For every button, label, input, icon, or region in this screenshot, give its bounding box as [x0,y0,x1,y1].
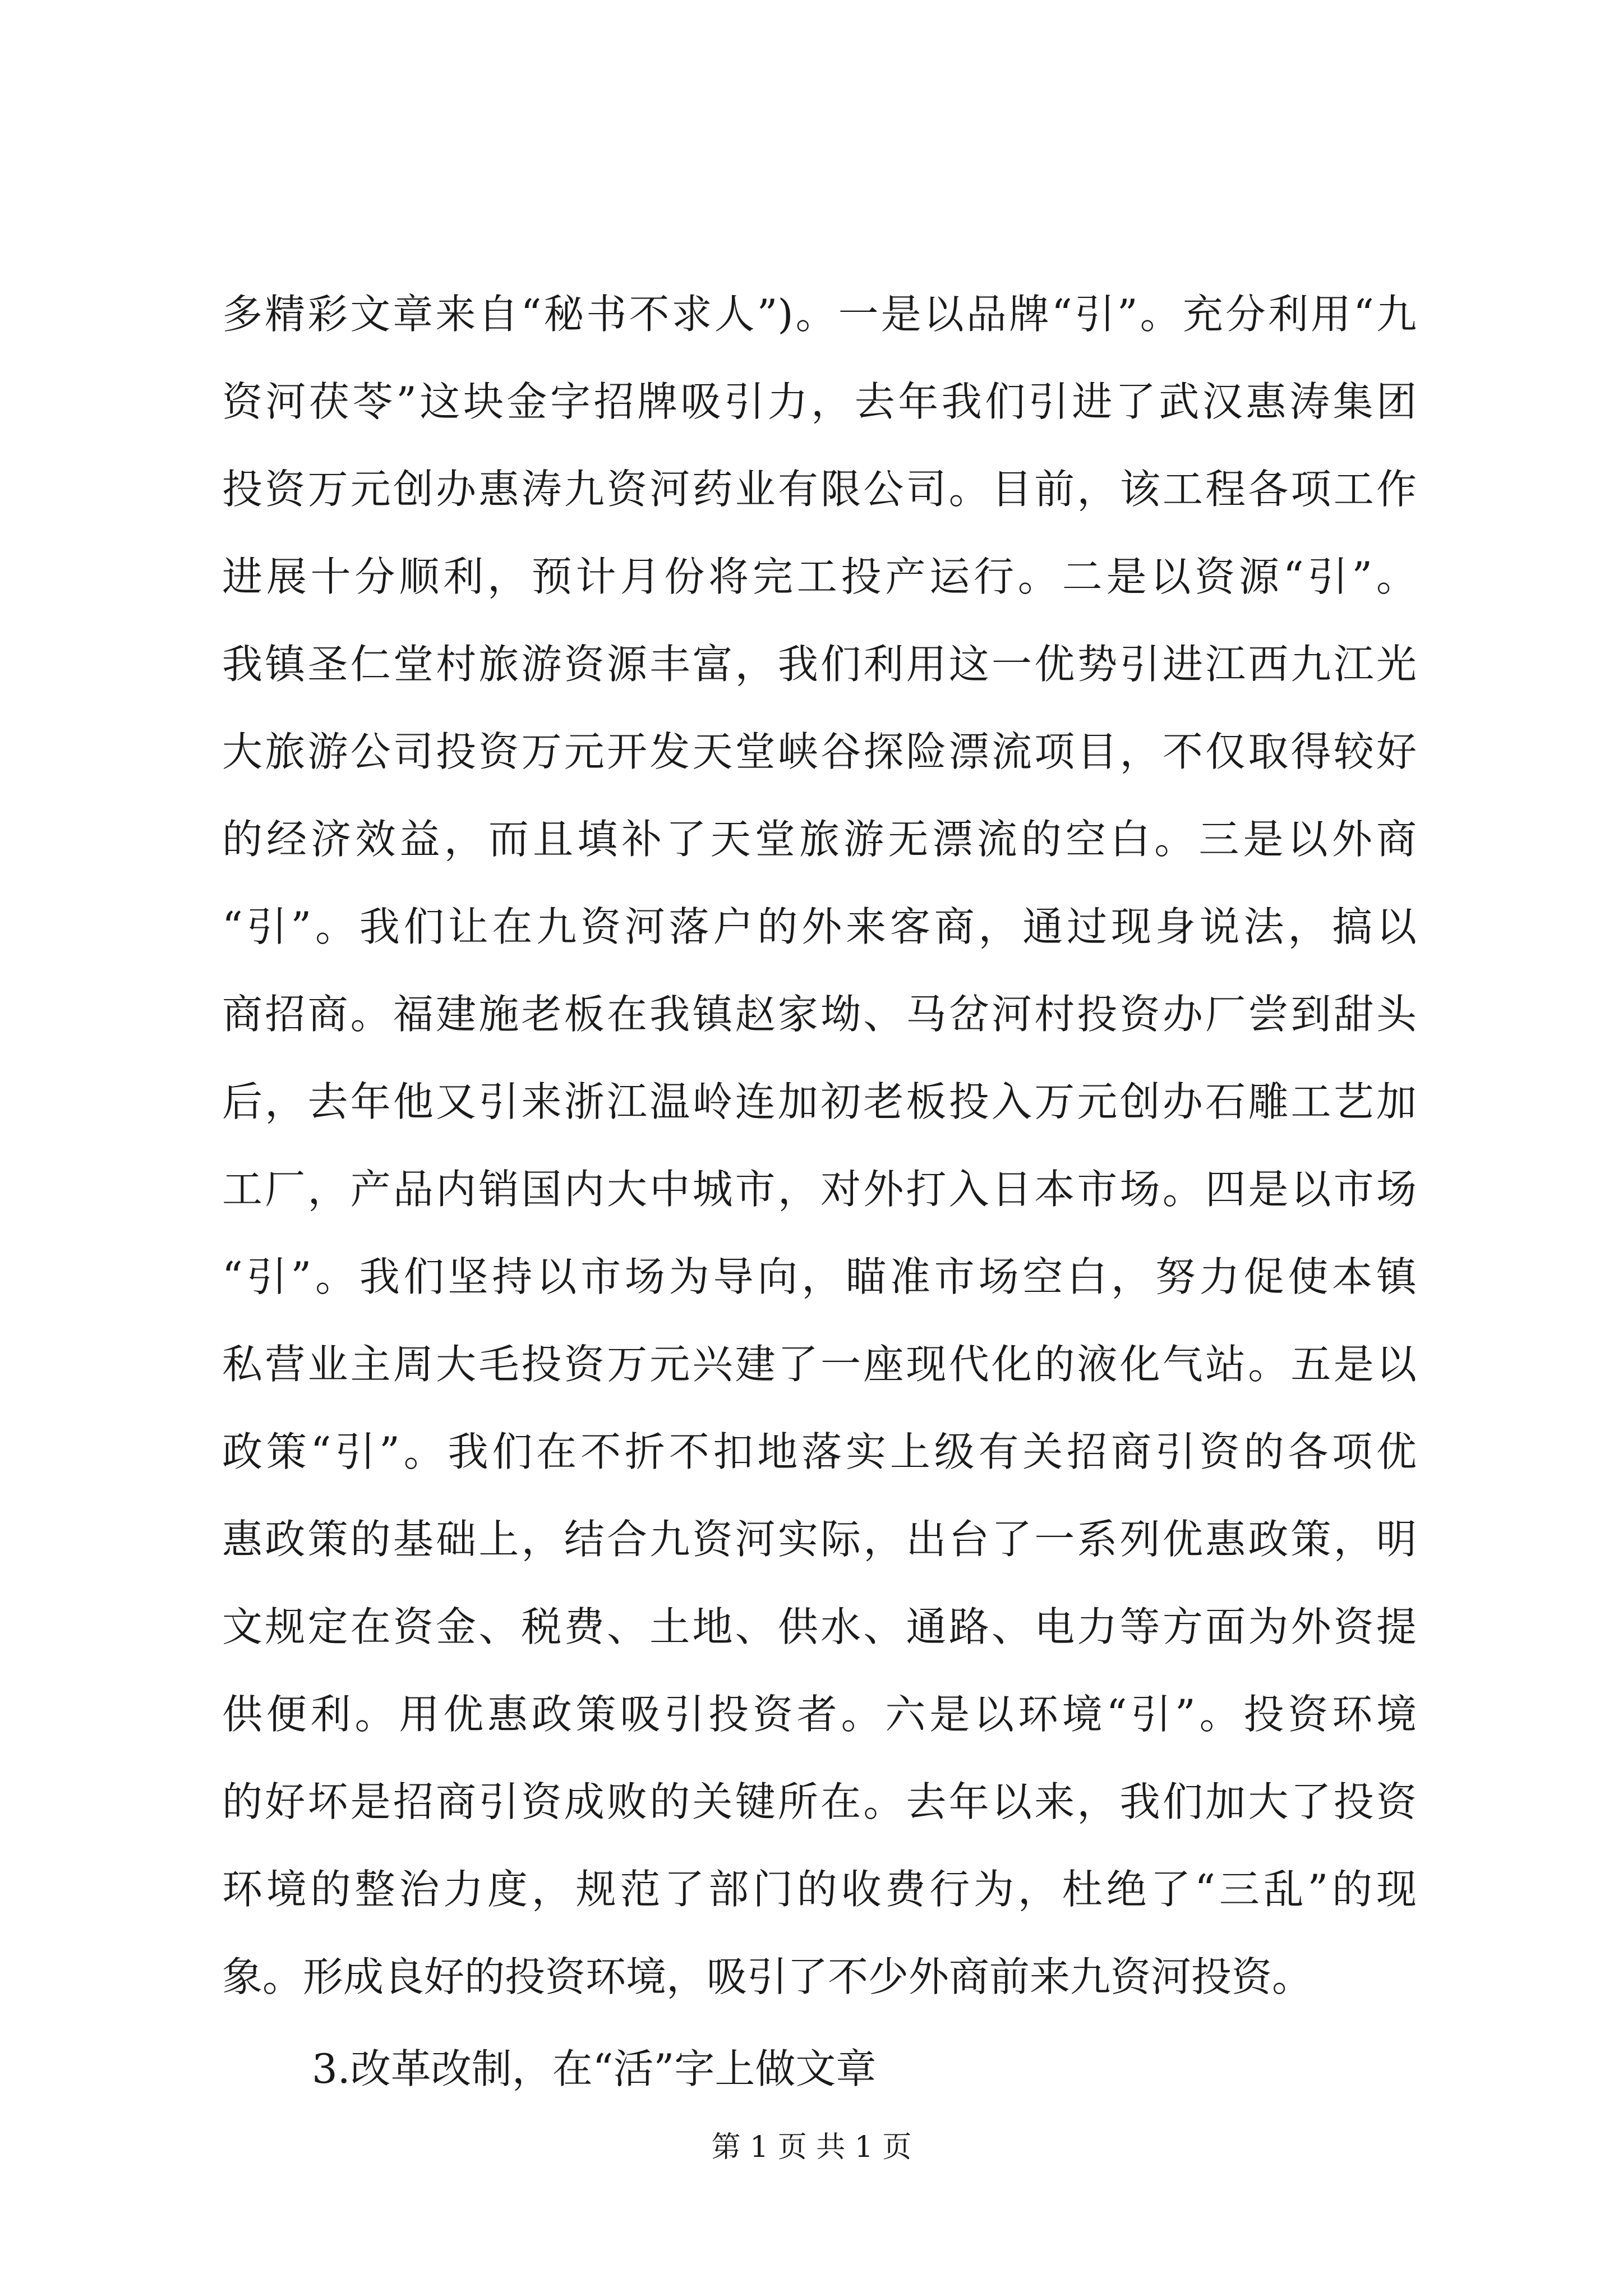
body-line-15: 惠政策的基础上，结合九资河实际，出台了一系列优惠政策，明 [222,1516,1417,1563]
body-line-19: 环境的整治力度，规范了部门的收费行为，杜绝了“三乱”的现 [222,1866,1417,1913]
body-line-2: 资河茯苓”这块金字招牌吸引力，去年我们引进了武汉惠涛集团 [222,378,1417,425]
body-line-13: 私营业主周大毛投资万元兴建了一座现代化的液化气站。五是以 [222,1341,1417,1388]
page-footer: 第 1 页 共 1 页 [711,2131,912,2164]
body-line-3: 投资万元创办惠涛九资河药业有限公司。目前，该工程各项工作 [222,466,1417,513]
body-line-4: 进展十分顺利，预计月份将完工投产运行。二是以资源“引”。 [222,553,1417,600]
body-line-1: 多精彩文章来自“秘书不求人”)。一是以品牌“引”。充分利用“九 [222,291,1417,338]
body-line-17: 供便利。用优惠政策吸引投资者。六是以环境“引”。投资环境 [222,1691,1417,1738]
body-line-10: 后，去年他又引来浙江温岭连加初老板投入万元创办石雕工艺加 [222,1078,1417,1125]
body-line-6: 大旅游公司投资万元开发天堂峡谷探险漂流项目，不仅取得较好 [222,728,1417,775]
body-line-9: 商招商。福建施老板在我镇赵家坳、马岔河村投资办厂尝到甜头 [222,991,1417,1038]
body-line-12: “引”。我们坚持以市场为导向，瞄准市场空白，努力促使本镇 [222,1253,1417,1300]
section-heading: 3.改革改制，在“活”字上做文章 [312,2045,877,2092]
body-line-5: 我镇圣仁堂村旅游资源丰富，我们利用这一优势引进江西九江光 [222,641,1417,688]
body-line-7: 的经济效益，而且填补了天堂旅游无漂流的空白。三是以外商 [222,816,1417,863]
body-line-16: 文规定在资金、税费、土地、供水、通路、电力等方面为外资提 [222,1603,1417,1650]
body-line-20: 象。形成良好的投资环境，吸引了不少外商前来九资河投资。 [222,1953,1313,2000]
body-line-18: 的好坏是招商引资成败的关键所在。去年以来，我们加大了投资 [222,1778,1417,1825]
body-line-8: “引”。我们让在九资河落户的外来客商，通过现身说法，搞以 [222,903,1417,950]
body-line-11: 工厂，产品内销国内大中城市，对外打入日本市场。四是以市场 [222,1166,1417,1213]
body-line-14: 政策“引”。我们在不折不扣地落实上级有关招商引资的各项优 [222,1428,1417,1475]
